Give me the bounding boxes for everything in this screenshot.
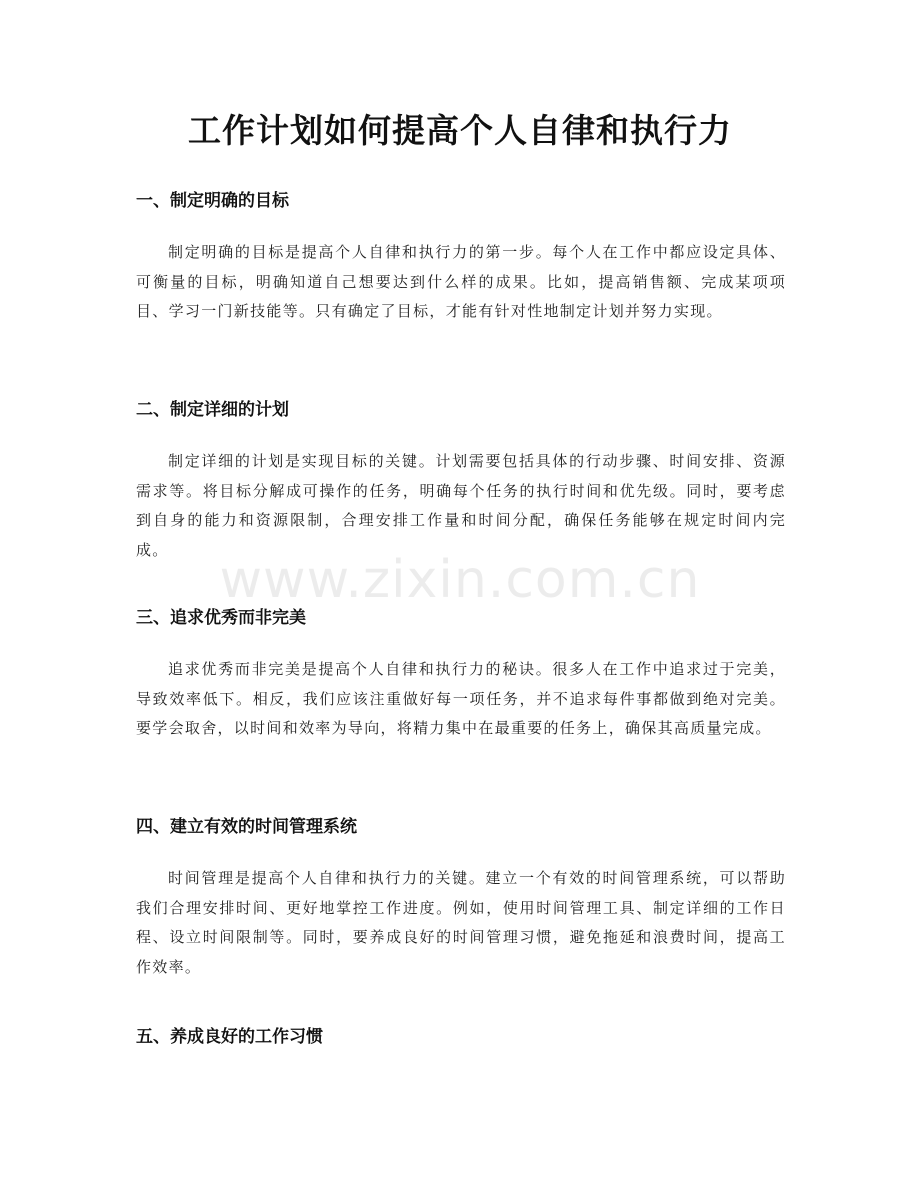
page-title: 工作计划如何提高个人自律和执行力 <box>188 111 732 150</box>
section-heading-4: 四、建立有效的时间管理系统 <box>136 817 357 837</box>
section-heading-2: 二、制定详细的计划 <box>136 400 289 420</box>
section-heading-3: 三、追求优秀而非完美 <box>136 608 306 628</box>
section-body-1: 制定明确的目标是提高个人自律和执行力的第一步。每个人在工作中都应设定具体、可衡量的目标，明确知道自己想要达到什么样的成果。比如，提高销售额、完成某项项目、学习一门新技能等。只有确定了目标，才能有针对性地制定计划并努力实现。 <box>136 243 786 320</box>
section-heading-1: 一、制定明确的目标 <box>136 191 289 211</box>
section-body-3: 追求优秀而非完美是提高个人自律和执行力的秘诀。很多人在工作中追求过于完美，导致效率低下。相反，我们应该注重做好每一项任务，并不追求每件事都做到绝对完美。要学会取舍，以时间和效率为导向，将精力集中在最重要的任务上，确保其高质量完成。 <box>136 660 786 737</box>
section-heading-5: 五、养成良好的工作习惯 <box>136 1027 323 1047</box>
watermark: www.zixin.com.cn <box>219 550 701 610</box>
section-body-2: 制定详细的计划是实现目标的关键。计划需要包括具体的行动步骤、时间安排、资源需求等。将目标分解成可操作的任务，明确每个任务的执行时间和优先级。同时，要考虑到自身的能力和资源限制，合理安排工作量和时间分配，确保任务能够在规定时间内完成。 <box>136 452 786 559</box>
section-body-4: 时间管理是提高个人自律和执行力的关键。建立一个有效的时间管理系统，可以帮助我们合理安排时间、更好地掌控工作进度。例如，使用时间管理工具、制定详细的工作日程、设立时间限制等。同时，要养成良好的时间管理习惯，避免拖延和浪费时间，提高工作效率。 <box>136 869 786 976</box>
